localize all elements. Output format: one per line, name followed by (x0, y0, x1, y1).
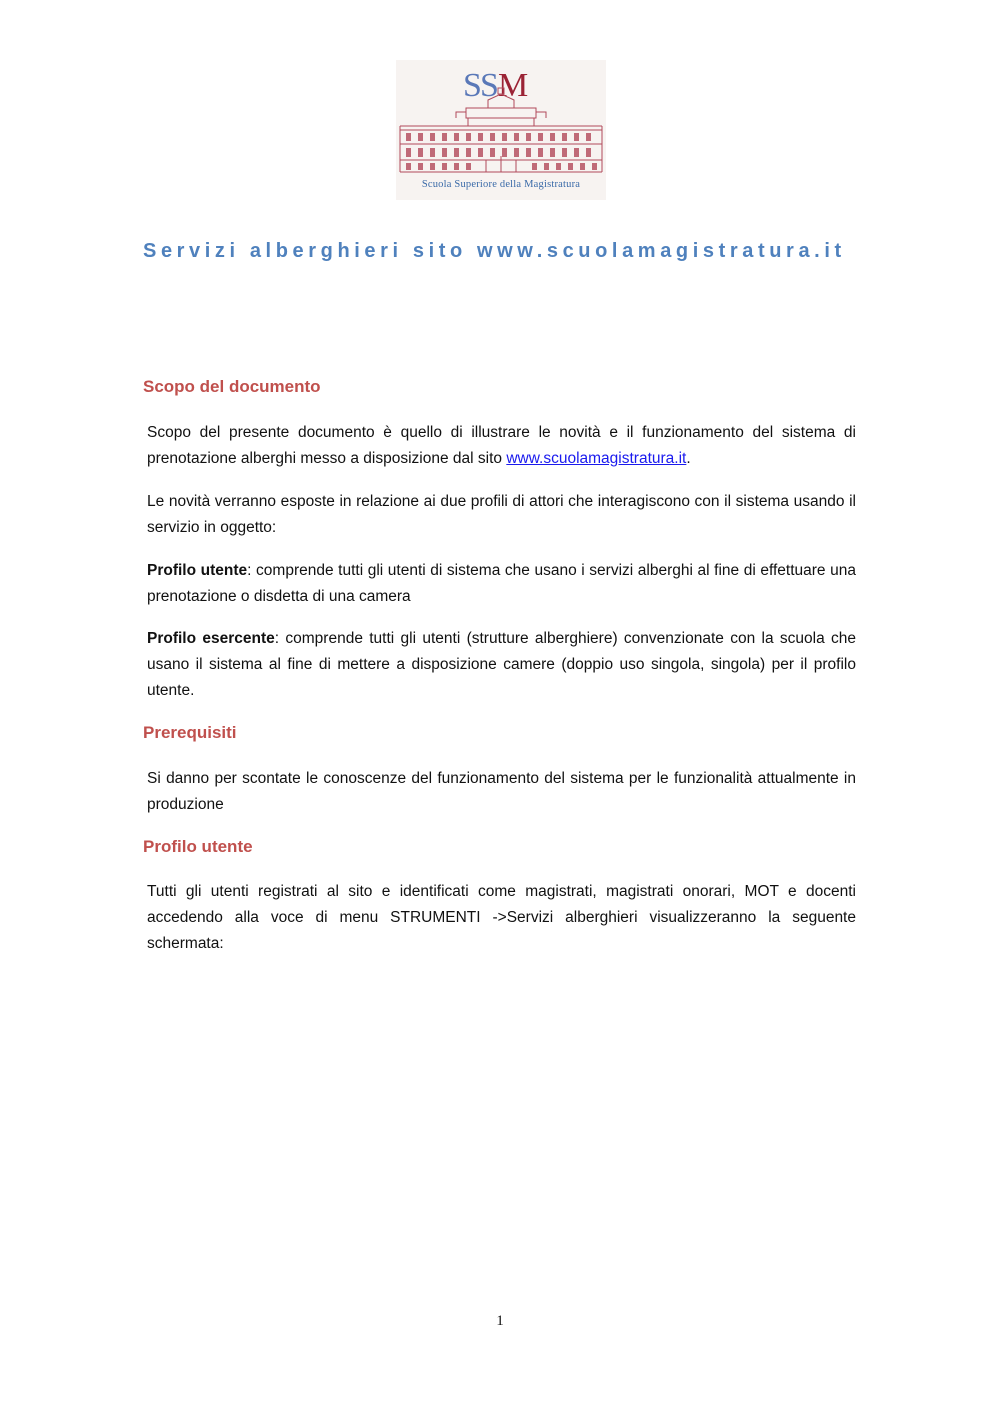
ssm-logo (396, 60, 606, 200)
heading-prerequisiti: Prerequisiti (143, 723, 237, 742)
logo-letter-m: M (498, 67, 529, 104)
paragraph-novita: Le novità verranno esposte in relazione ai due profili di attori che interagiscono con il sistema usando il servizio in oggetto: (147, 493, 856, 536)
paragraph-profilo-utente (147, 558, 856, 610)
heading-scopo: Scopo del documento (143, 377, 321, 396)
document-title: Servizi alberghieri sito www.scuolamagistratura.it (143, 240, 846, 262)
paragraph-text: : comprende tutti gli utenti (strutture alberghiere) convenzionate con la scuola che usano il sistema al fine di mettere a disposizione camere (doppio uso singola, singola) per il profilo utente. (147, 630, 856, 699)
site-link[interactable]: www.scuolamagistratura.it (506, 450, 687, 467)
logo-caption: Scuola Superiore della Magistratura (421, 179, 581, 190)
paragraph-text: Scopo del presente documento è quello di illustrare le novità e il funzionamento del sistema di prenotazione alberghi messo a disposizione dal sito (147, 424, 856, 467)
heading-profilo-utente: Profilo utente (143, 837, 253, 856)
page-number: 1 (496, 1313, 504, 1329)
logo-letter-s2: S (480, 67, 499, 104)
paragraph-prerequisiti: Si danno per scontate le conoscenze del funzionamento del sistema per le funzionalità attualmente in produzione (147, 770, 856, 813)
profilo-esercente-label: Profilo esercente (147, 630, 275, 647)
paragraph-utenti-registrati: Tutti gli utenti registrati al sito e identificati come magistrati, magistrati onorari, MOT e docenti accedendo alla voce di menu STRUMENTI ->Servizi alberghieri visualizzeranno la seguente schermata: (147, 883, 856, 952)
paragraph-text: : comprende tutti gli utenti di sistema che usano i servizi alberghi al fine di effettuare una prenotazione o disdetta di una camera (147, 562, 856, 605)
logo-letter-s1: S (463, 67, 482, 104)
paragraph-profilo-esercente (147, 626, 856, 704)
paragraph-scopo-intro (147, 420, 856, 472)
paragraph-text: . (686, 450, 691, 467)
profilo-utente-label: Profilo utente (147, 562, 248, 579)
